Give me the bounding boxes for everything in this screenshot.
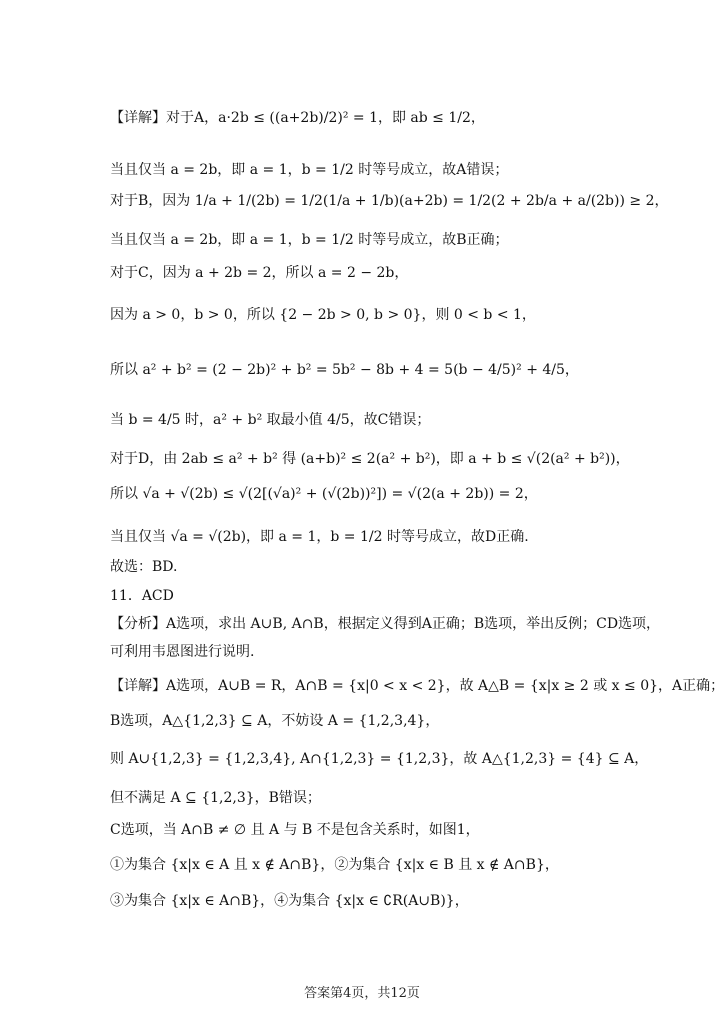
text-line: 所以 √a + √(2b) ≤ √(2[(√a)² + (√(2b))²]) = √(2(a + 2b)) = 2， [110, 486, 538, 502]
text-line: ③为集合 {x|x ∈ A∩B}，④为集合 {x|x ∈ ∁R(A∪B)}， [110, 893, 469, 909]
text-line: 当且仅当 √a = √(2b)，即 a = 1，b = 1/2 时等号成立，故D正确. [110, 529, 529, 545]
text-line: 当且仅当 a = 2b，即 a = 1，b = 1/2 时等号成立，故B正确； [110, 232, 509, 248]
page-footer: 答案第4页，共12页 [304, 986, 420, 1001]
text-line: 对于C，因为 a + 2b = 2，所以 a = 2 − 2b， [110, 265, 409, 281]
text-line: 【详解】A选项，A∪B = R，A∩B = {x|0 < x < 2}，故 A△B = {x|x ≥ 2 或 x ≤ 0}，A正确； [110, 678, 724, 694]
text-line: 当 b = 4/5 时，a² + b² 取最小值 4/5，故C错误； [110, 412, 431, 428]
text-line: 故选：BD. [110, 559, 178, 575]
text-line: 【分析】A选项，求出 A∪B, A∩B，根据定义得到A正确；B选项，举出反例；CD选项， [110, 616, 661, 632]
text-line: 因为 a > 0，b > 0，所以 {2 − 2b > 0, b > 0}，则 0 < b < 1， [110, 307, 536, 323]
text-line: 所以 a² + b² = (2 − 2b)² + b² = 5b² − 8b + 4 = 5(b − 4/5)² + 4/5， [110, 362, 579, 378]
text-line: 对于B，因为 1/a + 1/(2b) = 1/2(1/a + 1/b)(a+2b) = 1/2(2 + 2b/a + a/(2b)) ≥ 2， [110, 193, 669, 209]
text-line: ①为集合 {x|x ∈ A 且 x ∉ A∩B}，②为集合 {x|x ∈ B 且 x ∉ A∩B}， [110, 857, 559, 873]
text-line: 对于D，由 2ab ≤ a² + b² 得 (a+b)² ≤ 2(a² + b²)，即 a + b ≤ √(2(a² + b²))， [110, 451, 630, 467]
text-line: 则 A∪{1,2,3} = {1,2,3,4}, A∩{1,2,3} = {1,2,3}，故 A△{1,2,3} = {4} ⊆ A， [110, 751, 649, 767]
text-line: 当且仅当 a = 2b，即 a = 1，b = 1/2 时等号成立，故A错误； [110, 162, 509, 178]
text-line: C选项，当 A∩B ≠ ∅ 且 A 与 B 不是包含关系时，如图1， [110, 822, 480, 838]
question-number: 11．ACD [110, 588, 174, 604]
text-line: 可利用韦恩图进行说明. [110, 644, 255, 660]
text-line: 【详解】对于A，a·2b ≤ ((a+2b)/2)² = 1，即 ab ≤ 1/2， [110, 110, 485, 126]
text-line: B选项，A△{1,2,3} ⊆ A，不妨设 A = {1,2,3,4}， [110, 713, 440, 729]
text-line: 但不满足 A ⊆ {1,2,3}，B错误； [110, 790, 321, 806]
